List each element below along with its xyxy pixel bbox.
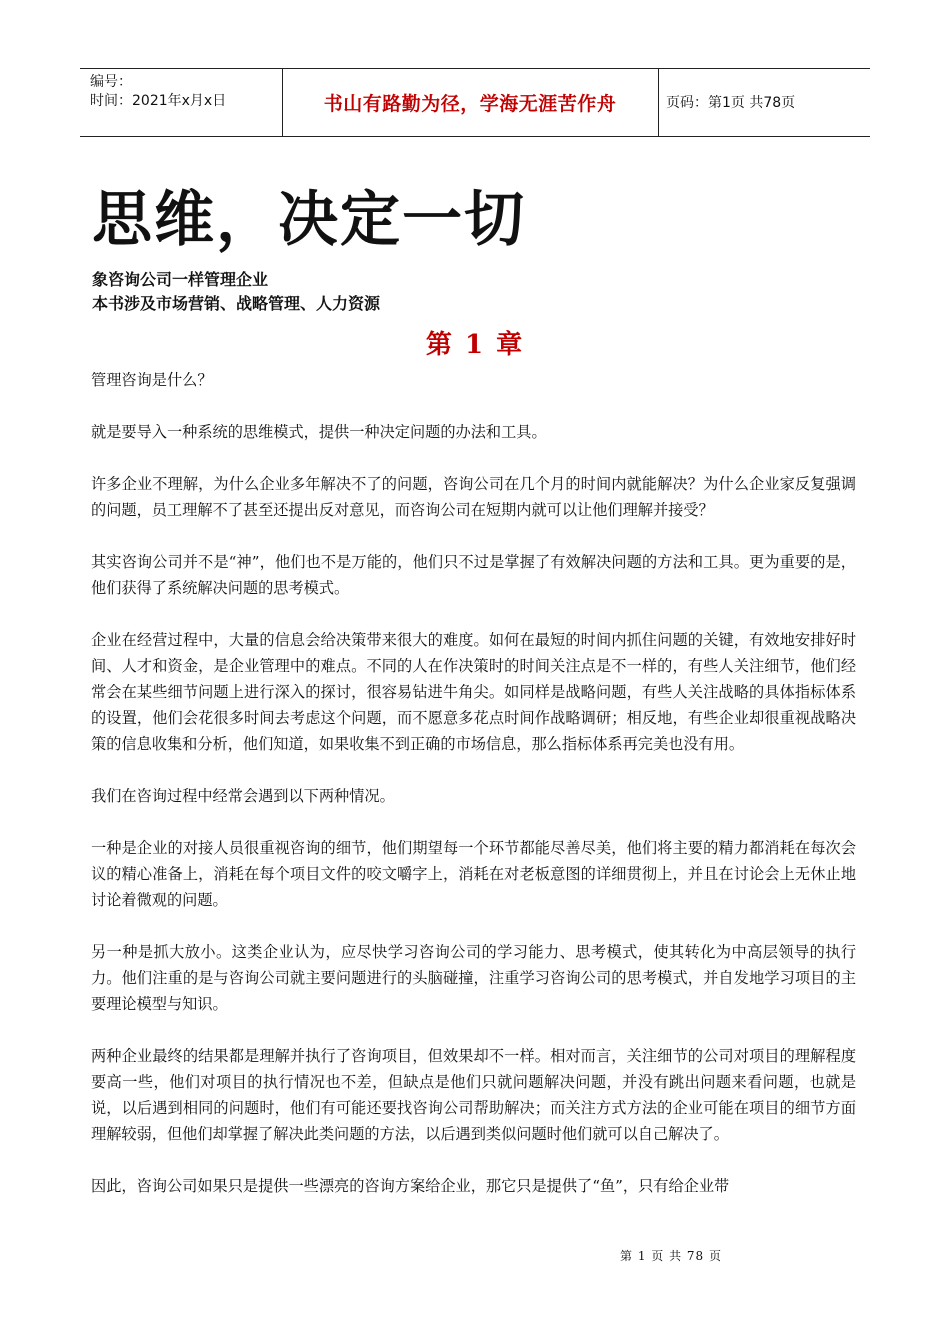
header-bottom-rule xyxy=(80,136,870,137)
subtitle-1: 象咨询公司一样管理企业 xyxy=(92,270,269,289)
paragraph: 就是要导入一种系统的思维模式，提供一种决定问题的办法和工具。 xyxy=(91,423,547,441)
subtitle-2: 本书涉及市场营销、战略管理、人力资源 xyxy=(92,294,381,313)
paragraph: 企业在经营过程中，大量的信息会给决策带来很大的难度。如何在最短的时间内抓住问题的关键，有效地安排好时间、人才和资金，是企业管理中的难点。不同的人在作决策时的时间关注点是不一样的，有些人关注细节，他们经常会在某些细节问题上进行深入的探讨，很容易钻进牛角尖。如同样是战略问题，有些人关注战略的具体指标体系的设置，他们会花很多时间去考虑这个问题，而不愿意多花点时间作战略调研；相反地，有些企业却很重视战略决策的信息收集和分析，他们知道，如果收集不到正确的市场信息，那么指标体系再完美也没有用。 xyxy=(91,631,856,753)
body-text xyxy=(91,367,856,1225)
paragraph: 因此，咨询公司如果只是提供一些漂亮的咨询方案给企业，那它只是提供了“鱼”，只有给企业带 xyxy=(91,1177,730,1195)
header-page-info: 页码：第1页 共78页 xyxy=(666,95,796,111)
paragraph: 另一种是抓大放小。这类企业认为，应尽快学习咨询公司的学习能力、思考模式，使其转化为中高层领导的执行力。他们注重的是与咨询公司就主要问题进行的头脑碰撞，注重学习咨询公司的思考模式，并自发地学习项目的主要理论模型与知识。 xyxy=(91,943,856,1013)
paragraph: 管理咨询是什么？ xyxy=(91,371,213,389)
page-footer: 第 1 页 共 78 页 xyxy=(620,1249,722,1263)
paragraph: 我们在咨询过程中经常会遇到以下两种情况。 xyxy=(91,787,395,805)
document-title: 思维，决定一切 xyxy=(92,185,526,255)
paragraph: 其实咨询公司并不是“神”，他们也不是万能的，他们只不过是掌握了有效解决问题的方法和工具。更为重要的是，他们获得了系统解决问题的思考模式。 xyxy=(91,553,856,597)
paragraph: 许多企业不理解，为什么企业多年解决不了的问题，咨询公司在几个月的时间内就能解决？为什么企业家反复强调的问题，员工理解不了甚至还提出反对意见，而咨询公司在短期内就可以让他们理解并接受？ xyxy=(91,475,856,519)
header-meta xyxy=(90,73,275,111)
paragraph: 一种是企业的对接人员很重视咨询的细节，他们期望每一个环节都能尽善尽美，他们将主要的精力都消耗在每次会议的精心准备上，消耗在每个项目文件的咬文嚼字上，消耗在对老板意图的详细贯彻上，并且在讨论会上无休止地讨论着微观的问题。 xyxy=(91,839,856,909)
document-date: 时间：2021年x月x日 xyxy=(90,93,227,109)
document-number-label: 编号： xyxy=(90,74,132,90)
chapter-heading: 第 1 章 xyxy=(425,330,525,360)
header-motto: 书山有路勤为径，学海无涯苦作舟 xyxy=(323,92,617,115)
header-divider-right xyxy=(658,68,659,136)
paragraph: 两种企业最终的结果都是理解并执行了咨询项目，但效果却不一样。相对而言，关注细节的公司对项目的理解程度要高一些，他们对项目的执行情况也不差，但缺点是他们只就问题解决问题，并没有跳出问题来看问题，也就是说，以后遇到相同的问题时，他们有可能还要找咨询公司帮助解决；而关注方式方法的企业可能在项目的细节方面理解较弱，但他们却掌握了解决此类问题的方法，以后遇到类似问题时他们就可以自己解决了。 xyxy=(91,1047,856,1143)
